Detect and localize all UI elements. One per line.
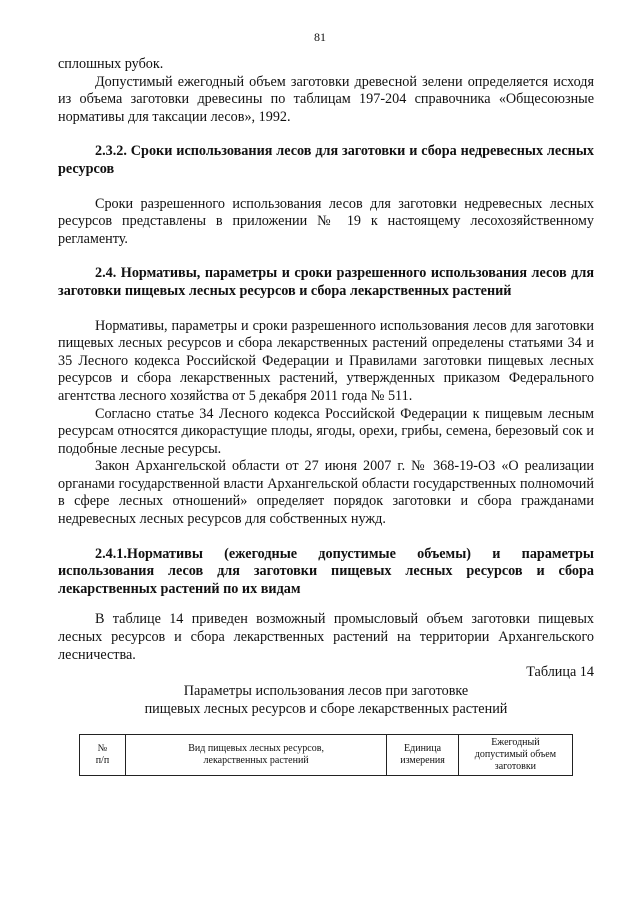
table-caption-line: Параметры использования лесов при заготовке: [183, 682, 469, 699]
paragraph: Согласно статье 34 Лесного кодекса Российской Федерации к пищевым лесным ресурсам относятся дикорастущие плоды, ягоды, орехи, грибы, семена, березовый сок и подобные лесные ресурсы.: [58, 405, 594, 457]
section-heading: 2.4. Нормативы, параметры и сроки разрешенного использования лесов для заготовки пищевых лесных ресурсов и сбора лекарственных растений: [58, 265, 594, 299]
paragraph: сплошных рубок.: [58, 56, 164, 72]
table-header-row: [80, 734, 573, 775]
page-number: 81: [314, 30, 326, 44]
section-heading: 2.3.2. Сроки использования лесов для заготовки и сбора недревесных лесных ресурсов: [58, 143, 594, 177]
header-cell-annual-volume: Ежегодный допустимый объем заготовки: [458, 734, 572, 775]
paragraph: Закон Архангельской области от 27 июня 2007 г. № 368-19-ОЗ «О реализации органами государственной власти Архангельской области государственных полномочий в сфере лесных отношений» определяет порядок заготовки и сбора гражданами недревесных лесных ресурсов для собственных нужд.: [58, 458, 594, 528]
paragraph: Сроки разрешенного использования лесов для заготовки недревесных лесных ресурсов представлены в приложении № 19 к настоящему лесохозяйственному регламенту.: [58, 195, 594, 247]
section-heading: 2.4.1.Нормативы (ежегодные допустимые объемы) и параметры использования лесов для заготовки пищевых лесных ресурсов и сбора лекарственных растений по их видам: [58, 545, 594, 597]
header-cell-unit: Единица измерения: [387, 734, 458, 775]
paragraph: Допустимый ежегодный объем заготовки древесной зелени определяется исходя из объема заготовки древесины по таблицам 197-204 справочника «Общесоюзные нормативы для таксации лесов», 1992.: [58, 73, 594, 125]
paragraph: В таблице 14 приведен возможный промысловый объем заготовки пищевых лесных ресурсов и сбора лекарственных растений на территории Архангельского лесничества.: [58, 611, 594, 663]
table-label: Таблица 14: [526, 664, 594, 681]
page-content: [58, 56, 594, 776]
table-caption-line: пищевых лесных ресурсов и сборе лекарственных растений: [144, 700, 508, 717]
header-cell-number: № п/п: [80, 734, 126, 775]
paragraph: Нормативы, параметры и сроки разрешенного использования лесов для заготовки пищевых лесных ресурсов и сбора лекарственных растений определены статьями 34 и 35 Лесного кодекса Российской Федерации и Правилами заготовки пищевых лесных ресурсов и сбора лекарственных растений, утвержденных приказом Федерального агентства лесного хозяйства от 5 декабря 2011 года № 511.: [58, 317, 594, 404]
table-caption: [58, 682, 594, 718]
parameters-table: [79, 734, 573, 776]
header-cell-resource-type: Вид пищевых лесных ресурсов, лекарственных растений: [125, 734, 386, 775]
